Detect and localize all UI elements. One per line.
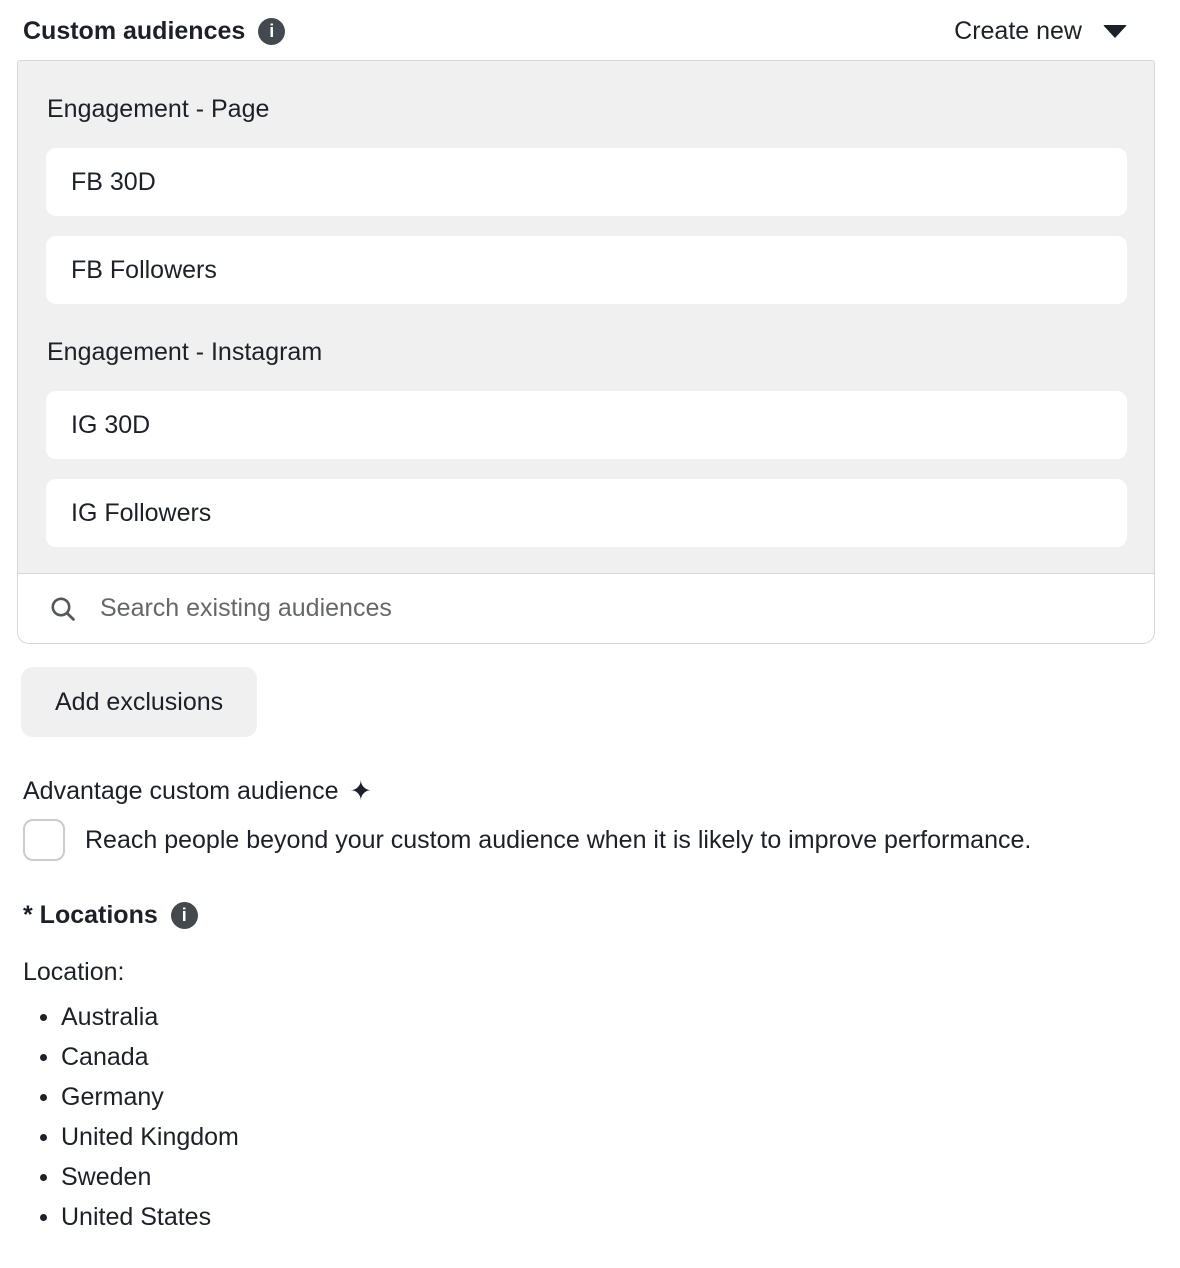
location-item: [0, 1077, 1180, 1117]
locations-info-icon[interactable]: [171, 902, 198, 929]
audience-item[interactable]: [46, 148, 1127, 216]
locations-title-text: * Locations: [23, 901, 158, 929]
audience-item[interactable]: [46, 236, 1127, 304]
locations-heading: [23, 900, 1180, 930]
audience-item-label: FB 30D: [71, 167, 156, 196]
audience-group-label: Engagement - Instagram: [47, 338, 323, 366]
audience-group-label: Engagement - Page: [47, 95, 270, 123]
search-input[interactable]: [98, 593, 1134, 624]
advantage-option-row: [23, 819, 1180, 861]
custom-audiences-heading: [23, 16, 285, 46]
audience-group-page: [46, 94, 1127, 304]
audience-item[interactable]: [46, 391, 1127, 459]
advantage-custom-audience-heading: [23, 776, 1180, 806]
location-item-label: Sweden: [61, 1162, 152, 1191]
advantage-label-text: Advantage custom audience: [23, 777, 339, 805]
page-title: Custom audiences: [23, 17, 246, 45]
location-item: [0, 1037, 1180, 1077]
location-item-label: United Kingdom: [61, 1122, 239, 1151]
bullet-icon: [40, 1014, 47, 1021]
search-icon: [49, 595, 77, 623]
location-item-label: United States: [61, 1202, 212, 1231]
audience-item-label: IG Followers: [71, 498, 212, 527]
location-item-label: Canada: [61, 1042, 149, 1071]
info-icon-glyph: i: [269, 20, 275, 41]
location-item-label: Australia: [61, 1002, 159, 1031]
audience-item-label: FB Followers: [71, 255, 217, 284]
location-item-label: Germany: [61, 1082, 164, 1111]
advantage-description: Reach people beyond your custom audience when it is likely to improve performance.: [85, 826, 1032, 854]
bullet-icon: [40, 1054, 47, 1061]
audience-search-row: [18, 573, 1154, 643]
bullet-icon: [40, 1174, 47, 1181]
create-new-label: Create new: [954, 16, 1082, 45]
add-exclusions-button[interactable]: [21, 667, 257, 737]
location-label: Location:: [23, 958, 125, 986]
location-list: [0, 997, 1180, 1237]
bullet-icon: [40, 1134, 47, 1141]
info-icon-glyph: i: [181, 905, 187, 925]
audience-item[interactable]: [46, 479, 1127, 547]
location-item: [0, 997, 1180, 1037]
audience-group-instagram: [46, 337, 1127, 547]
sparkle-icon: ✦: [349, 775, 373, 806]
location-item: [0, 1117, 1180, 1157]
audience-item-label: IG 30D: [71, 410, 151, 439]
custom-audiences-info-icon[interactable]: [258, 18, 285, 45]
bullet-icon: [40, 1214, 47, 1221]
add-exclusions-label: Add exclusions: [55, 687, 224, 716]
bullet-icon: [40, 1094, 47, 1101]
audience-panel: [17, 60, 1155, 644]
location-item: [0, 1197, 1180, 1237]
header: [0, 0, 1180, 46]
selected-audiences-list: [18, 61, 1154, 573]
chevron-down-icon: [1103, 25, 1127, 38]
advantage-checkbox[interactable]: [23, 819, 65, 861]
location-item: [0, 1157, 1180, 1197]
create-new-button[interactable]: [954, 17, 1127, 46]
